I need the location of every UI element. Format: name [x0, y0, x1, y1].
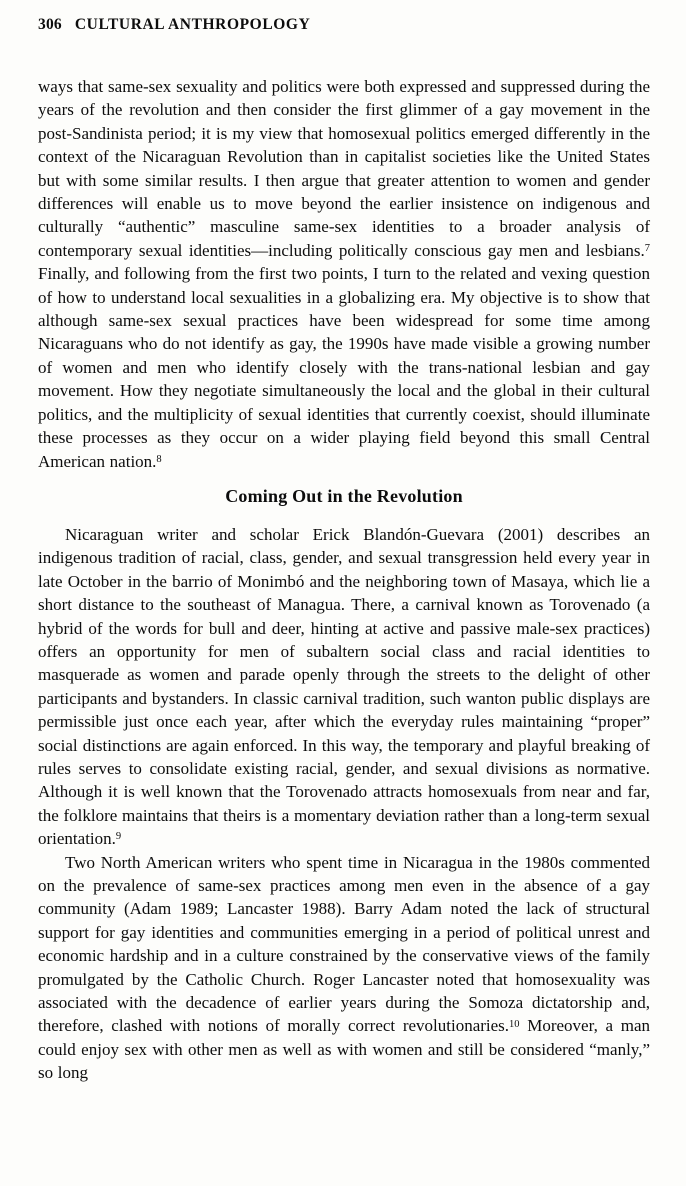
paragraph-text: ways that same-sex sexuality and politics were both expressed and suppressed during the years of the revolution and then consider the first glimmer of a gay movement in the post-Sandinista period; it is my view that homosexual politics emerged differently in the context of the Nicaraguan Revolution than in capitalist societies like the United States but with some similar results. I then argue that greater attention to women and gender differences will enable us to move beyond the earlier insistence on indigenous and culturally “authentic” masculine same-sex identities to a broader analysis of contemporary sexual identities—including politically conscious gay men and lesbians.	[38, 77, 650, 260]
page-number: 306	[38, 16, 62, 33]
journal-title: CULTURAL ANTHROPOLOGY	[74, 16, 311, 33]
footnote-ref-7: 7	[644, 243, 650, 255]
footnote-ref-8: 8	[156, 453, 162, 465]
section-heading: Coming Out in the Revolution	[225, 485, 463, 506]
footnote-ref-9: 9	[115, 831, 122, 843]
paragraph-continuation	[38, 75, 650, 473]
paragraph-torovenado	[38, 523, 650, 851]
paragraph-text: Finally, and following from the first two points, I turn to the related and vexing question of how to understand local sexualities in a globalizing era. My objective is to show that although same-sex sexual practices have been widespread for some time among Nicaraguans who do not identify as gay, the 1990s have made visible a growing number of women and men who identify closely with the trans-national lesbian and gay movement. How they negotiate simultaneously the local and the global in their cultural politics, and the multiplicity of sexual identities that currently coexist, should illuminate these processes as they occur on a wider playing field beyond this small Central American nation.	[38, 264, 650, 471]
page-body	[38, 75, 650, 1085]
paragraph-text: Nicaraguan writer and scholar Erick Blandón-Guevara (2001) describes an indigenous tradition of racial, class, gender, and sexual transgression held every year in late October in the barrio of Monimbó and the neighboring town of Masaya, which lie a short distance to the southeast of Managua. There, a carnival known as Torovenado (a hybrid of the words for bull and deer, hinting at active and passive male-sex practices) offers an opportunity for men of subaltern social class and racial identities to masquerade as women and parade openly through the streets to the delight of other participants and bystanders. In classic carnival tradition, such wanton public displays are permissible just once each year, after which the everyday rules maintaining “proper” social distinctions are again enforced. In this way, the temporary and playful breaking of rules serves to consolidate existing racial, gender, and sexual divisions as normative. Although it is well known that the Torovenado attracts homosexuals from near and far, the folklore maintains that theirs is a momentary deviation rather than a long-term sexual orientation.	[38, 524, 650, 849]
footnote-ref-10: 10	[509, 1018, 520, 1030]
paragraph-text: Two North American writers who spent time in Nicaragua in the 1980s commented on the prevalence of same-sex practices among men even in the absence of a gay community (Adam 1989; Lancaster 1988). Barry Adam noted the lack of structural support for gay identities and communities emerging in a period of political unrest and economic hardship and in a culture constrained by the conservative views of the family promulgated by the Catholic Church. Roger Lancaster noted that homosexuality was associated with the decadence of earlier years during the Somoza dictatorship and, therefore, clashed with notions of morally correct revolutionaries.	[38, 852, 650, 1036]
running-head	[38, 16, 650, 34]
paragraph-text: Moreover, a man could enjoy sex with other men as well as with women and still be considered “manly,” so long	[38, 1016, 650, 1083]
paragraph-writers	[38, 851, 650, 1085]
